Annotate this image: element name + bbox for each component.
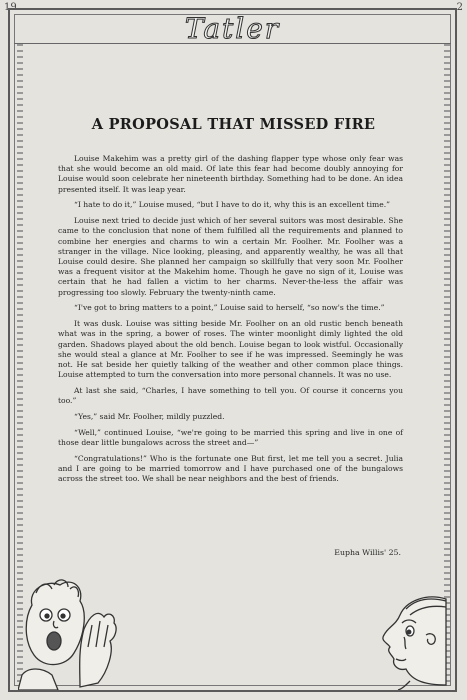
page-number-right: 2 <box>456 2 463 13</box>
article-paragraph: Louise next tried to decide just which of her several suitors was most desirable. She came to the conclusion that none of them fulfilled all the requirements and planned to combine her energies and charms to win a certain Mr. Foolher. Mr. Foolher was a stranger in the village. Nice looking, pleasing, and apparently wealthy, he was all that Louise could desire. She planned her campaign so skillfully that very soon Mr. Foolher was a frequent visitor at the Makehim home. Though he gave no sign of it, Louise was certain that he had fallen a victim to her charms. Never-the-less the affair was progressing too slowly. February the twenty-ninth came. <box>58 216 403 297</box>
surprised-face-cartoon <box>18 575 128 690</box>
masthead-bar <box>14 14 451 44</box>
author-signature: Eupha Willis' 25. <box>334 548 401 557</box>
article-title: A PROPOSAL THAT MISSED FIRE <box>91 116 376 133</box>
article-body <box>58 154 403 490</box>
article-paragraph: “I've got to bring matters to a point,” Louise said to herself, “so now's the time.” <box>74 303 385 313</box>
article-paragraph: “Yes,” said Mr. Foolher, mildly puzzled. <box>74 412 225 422</box>
article-paragraph: Louise Makehim was a pretty girl of the dashing flapper type whose only fear was that she would become an old maid. Of late this fear had become doubly annoying for Louise would soon celebrate her nineteenth birthday. Something had to be done. An idea presented itself. It was leap year. <box>58 154 403 194</box>
article-paragraph: “Congratulations!” Who is the fortunate one But first, let me tell you a secret. Julia and I are going to be married tomorrow and I have purchased one of the bungalows across the street too. We shall be near neighbors and the best of friends. <box>58 453 403 484</box>
page-number-left: 19 <box>4 2 17 13</box>
article-paragraph: “I hate to do it,” Louise mused, “but I have to do it, why this is an excellent time.” <box>74 200 391 210</box>
profile-face-cartoon <box>366 585 451 690</box>
article-paragraph: It was dusk. Louise was sitting beside Mr. Foolher on an old rustic bench beneath what was in the spring, a bower of roses. The winter moonlight dimly lighted the old garden. Shadows played about the old bench. Louise began to look wistful. Occasionally she would steal a glance at Mr. Foolher to see if he was impressed. Seemingly he was not. He sat beside her quietly talking of the weather and other common place things. Louise attempted to turn the conversation into more personal channels. It was no use. <box>58 319 403 380</box>
article-paragraph: “Well,” continued Louise, “we're going to be married this spring and live in one of those dear little bungalows across the street and—” <box>58 427 403 448</box>
article-paragraph: At last she said, “Charles, I have something to tell you. Of course it concerns you too.” <box>58 386 403 406</box>
masthead-title: Tatler <box>184 12 281 45</box>
